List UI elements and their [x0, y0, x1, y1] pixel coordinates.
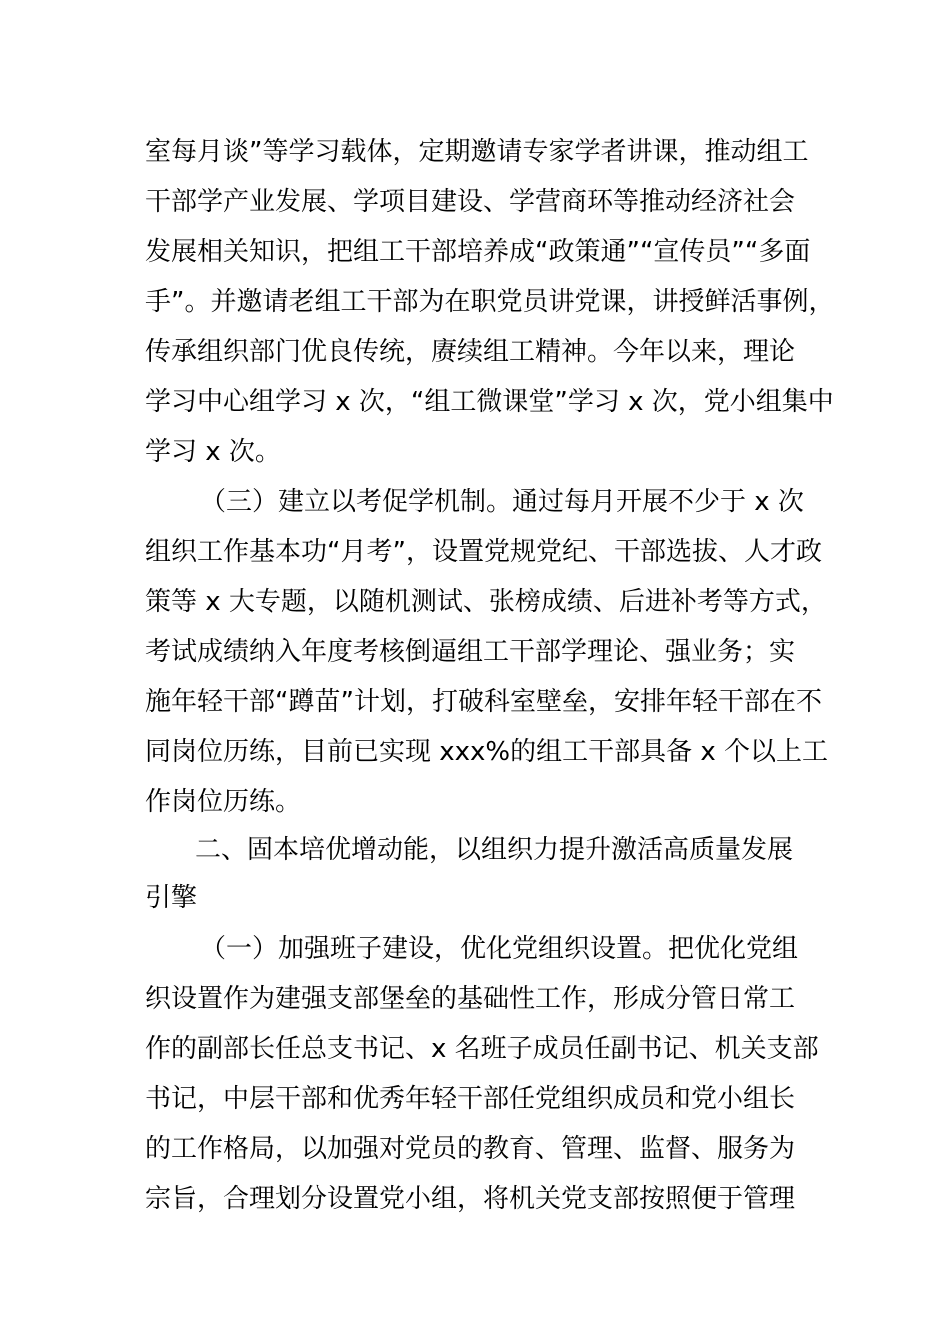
body-line: 宗旨，合理划分设置党小组，将机关党支部按照便于管理 — [145, 1184, 796, 1214]
body-line: 组织工作基本功“月考”，设置党规党纪、干部选拔、人才政 — [145, 537, 822, 567]
body-line: 施年轻干部“蹲苗”计划，打破科室壁垒，安排年轻干部在不 — [145, 687, 822, 717]
body-line: 学习中心组学习 x 次，“组工微课堂”学习 x 次，党小组集中 — [145, 387, 834, 417]
body-line: 手”。并邀请老组工干部为在职党员讲党课，讲授鲜活事例， — [145, 287, 835, 317]
subsection-heading-line: （三）建立以考促学机制。通过每月开展不少于 x 次 — [200, 487, 804, 517]
body-line: 发展相关知识，把组工干部培养成“政策通”“宣传员”“多面 — [145, 237, 811, 267]
body-line: 作的副部长任总支书记、x 名班子成员任副书记、机关支部 — [145, 1034, 819, 1064]
subsection-heading-line: （一）加强班子建设，优化党组织设置。把优化党组 — [200, 934, 799, 964]
body-line: 室每月谈”等学习载体，定期邀请专家学者讲课，推动组工 — [145, 137, 809, 167]
body-line: 传承组织部门优良传统，赓续组工精神。今年以来，理论 — [145, 337, 796, 367]
body-line: 干部学产业发展、学项目建设、学营商环等推动经济社会 — [145, 187, 796, 217]
body-line: 策等 x 大专题，以随机测试、张榜成绩、后进补考等方式， — [145, 587, 827, 617]
body-line: 的工作格局，以加强对党员的教育、管理、监督、服务为 — [145, 1134, 796, 1164]
body-line: 书记，中层干部和优秀年轻干部任党组织成员和党小组长 — [145, 1084, 796, 1114]
body-line: 作岗位历练。 — [145, 787, 302, 817]
body-line: 织设置作为建强支部堡垒的基础性工作，形成分管日常工 — [145, 984, 796, 1014]
body-line: 考试成绩纳入年度考核倒逼组工干部学理论、强业务；实 — [145, 637, 796, 667]
section-heading-line: 二、固本培优增动能，以组织力提升激活高质量发展 — [195, 835, 794, 865]
body-line: 同岗位历练，目前已实现 xxx%的组工干部具备 x 个以上工 — [145, 737, 829, 767]
section-heading-line: 引擎 — [145, 883, 198, 913]
body-line: 学习 x 次。 — [145, 437, 281, 467]
